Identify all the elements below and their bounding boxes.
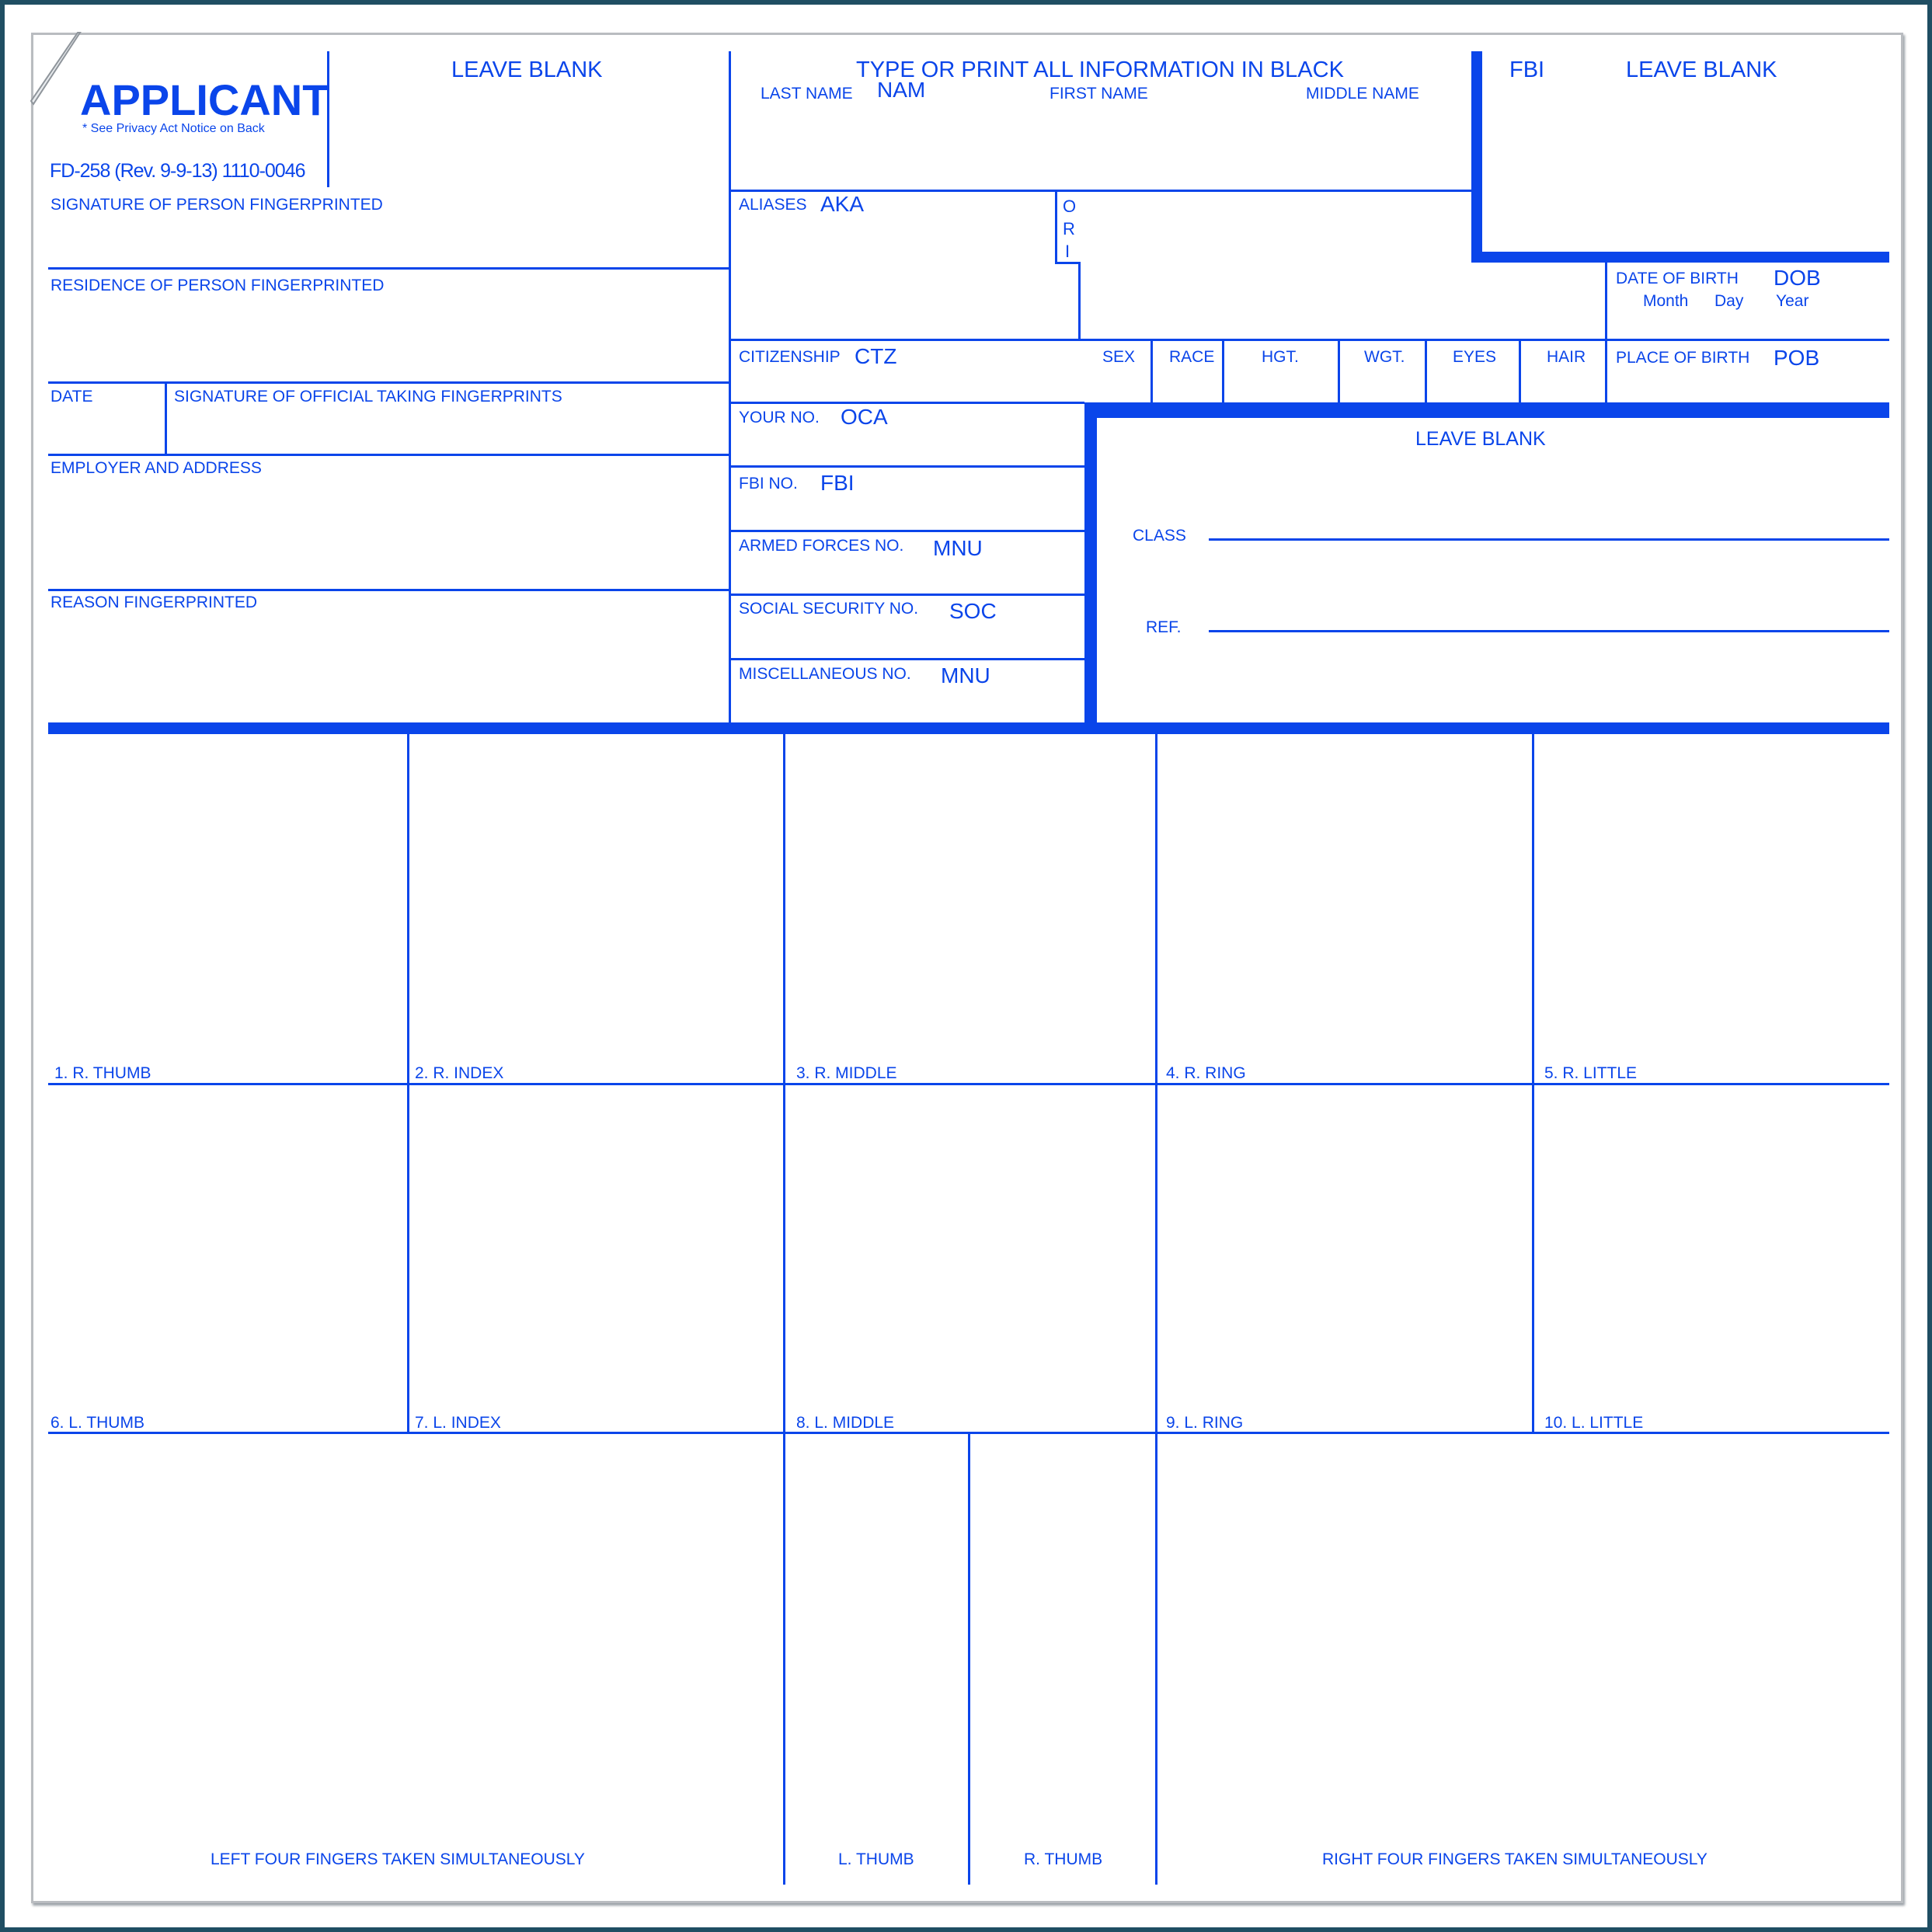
pob-value[interactable]: POB <box>1774 346 1820 370</box>
signature-line <box>48 267 729 270</box>
fbi-no-value[interactable]: FBI <box>820 471 855 495</box>
fbi-no-top <box>729 465 1084 468</box>
armed-forces-top <box>729 530 1084 532</box>
dob-month-label: Month <box>1643 292 1689 310</box>
finger-label-r-middle: 3. R. MIDDLE <box>796 1064 897 1082</box>
hgt-divider <box>1338 339 1340 403</box>
misc-value[interactable]: MNU <box>941 663 990 688</box>
aliases-label: ALIASES <box>739 196 807 214</box>
middle-name-label: MIDDLE NAME <box>1306 85 1419 103</box>
ori-letter-o: O <box>1063 197 1077 216</box>
employer-line <box>48 589 729 591</box>
finger-label-l-little: 10. L. LITTLE <box>1544 1414 1644 1432</box>
ref-label: REF. <box>1146 618 1182 636</box>
your-no-top <box>729 402 1084 404</box>
finger-row-1-bottom <box>48 1083 1889 1085</box>
ssn-top <box>729 594 1084 596</box>
signature-person-label: SIGNATURE OF PERSON FINGERPRINTED <box>50 196 383 214</box>
dob-year-label: Year <box>1776 292 1809 310</box>
fbi-no-label: FBI NO. <box>739 475 798 493</box>
your-no-value[interactable]: OCA <box>841 405 888 429</box>
pob-label: PLACE OF BIRTH <box>1616 349 1750 367</box>
residence-line <box>48 381 729 384</box>
eyes-label: EYES <box>1453 348 1497 366</box>
class-line <box>1209 538 1889 541</box>
privacy-note: * See Privacy Act Notice on Back <box>82 122 265 135</box>
ori-divider-upper <box>1055 190 1057 264</box>
race-divider <box>1222 339 1224 403</box>
wgt-label: WGT. <box>1364 348 1405 366</box>
ssn-value[interactable]: SOC <box>949 599 997 623</box>
r-thumb-flat-label: R. THUMB <box>1024 1850 1103 1868</box>
misc-top <box>729 658 1084 660</box>
center-divider <box>729 51 731 722</box>
fbi-box-thick-left <box>1471 51 1482 263</box>
reason-label: REASON FINGERPRINTED <box>50 594 258 611</box>
finger-col-2 <box>783 733 785 1885</box>
leave-blank-left: LEAVE BLANK <box>451 57 603 82</box>
finger-label-l-ring: 9. L. RING <box>1166 1414 1244 1432</box>
finger-label-r-little: 5. R. LITTLE <box>1544 1064 1638 1082</box>
finger-section-separator <box>48 722 1889 734</box>
finger-label-l-thumb: 6. L. THUMB <box>50 1414 144 1432</box>
ref-line <box>1209 630 1889 632</box>
applicant-title: APPLICANT <box>80 75 329 124</box>
citizenship-row-top <box>729 339 1889 341</box>
dob-divider <box>1605 263 1607 403</box>
ori-divider-step <box>1055 262 1081 264</box>
finger-col-3 <box>1155 733 1157 1885</box>
leave-blank-right: LEAVE BLANK <box>1626 57 1777 82</box>
classification-thick-left <box>1084 402 1097 724</box>
fbi-header-label: FBI <box>1509 57 1545 82</box>
dob-day-label: Day <box>1714 292 1744 310</box>
last-name-value[interactable]: NAM <box>877 78 926 102</box>
thumbs-divider <box>968 1432 970 1885</box>
right-four-label: RIGHT FOUR FINGERS TAKEN SIMULTANEOUSLY <box>1322 1850 1707 1868</box>
dob-value[interactable]: DOB <box>1774 266 1821 290</box>
eyes-divider <box>1519 339 1521 403</box>
misc-label: MISCELLANEOUS NO. <box>739 665 911 683</box>
your-no-label: YOUR NO. <box>739 409 820 426</box>
finger-label-r-ring: 4. R. RING <box>1166 1064 1246 1082</box>
residence-label: RESIDENCE OF PERSON FINGERPRINTED <box>50 277 385 294</box>
finger-label-r-index: 2. R. INDEX <box>415 1064 504 1082</box>
citizenship-value[interactable]: CTZ <box>855 344 897 368</box>
finger-label-r-thumb: 1. R. THUMB <box>54 1064 151 1082</box>
dob-label: DATE OF BIRTH <box>1616 270 1739 287</box>
armed-forces-value[interactable]: MNU <box>933 536 983 560</box>
ori-letter-i: I <box>1065 242 1070 261</box>
sex-label: SEX <box>1102 348 1136 366</box>
type-print-note: TYPE OR PRINT ALL INFORMATION IN BLACK <box>856 57 1344 82</box>
sex-divider <box>1150 339 1153 403</box>
official-signature-line <box>48 454 729 456</box>
hair-label: HAIR <box>1547 348 1586 366</box>
armed-forces-label: ARMED FORCES NO. <box>739 537 904 555</box>
wgt-divider <box>1425 339 1427 403</box>
employer-label: EMPLOYER AND ADDRESS <box>50 459 262 477</box>
ori-divider-lower <box>1078 262 1081 341</box>
classification-thick-top <box>1084 402 1889 418</box>
form-number: FD-258 (Rev. 9-9-13) 1110-0046 <box>50 160 305 182</box>
finger-label-l-index: 7. L. INDEX <box>415 1414 501 1432</box>
ssn-label: SOCIAL SECURITY NO. <box>739 600 919 618</box>
finger-label-l-middle: 8. L. MIDDLE <box>796 1414 895 1432</box>
left-four-label: LEFT FOUR FINGERS TAKEN SIMULTANEOUSLY <box>211 1850 585 1868</box>
ori-letter-r: R <box>1063 219 1075 238</box>
citizenship-label: CITIZENSHIP <box>739 348 841 366</box>
hgt-label: HGT. <box>1262 348 1299 366</box>
date-label: DATE <box>50 388 93 406</box>
classification-leave-blank: LEAVE BLANK <box>1415 428 1546 450</box>
first-name-label: FIRST NAME <box>1050 85 1148 103</box>
date-divider <box>165 381 167 455</box>
class-label: CLASS <box>1133 527 1186 545</box>
race-label: RACE <box>1169 348 1215 366</box>
last-name-label: LAST NAME <box>761 85 853 103</box>
signature-official-label: SIGNATURE OF OFFICIAL TAKING FINGERPRINTS <box>174 388 562 406</box>
aliases-value[interactable]: AKA <box>820 192 865 216</box>
l-thumb-flat-label: L. THUMB <box>838 1850 914 1868</box>
fbi-box-thick-bottom <box>1471 252 1889 263</box>
